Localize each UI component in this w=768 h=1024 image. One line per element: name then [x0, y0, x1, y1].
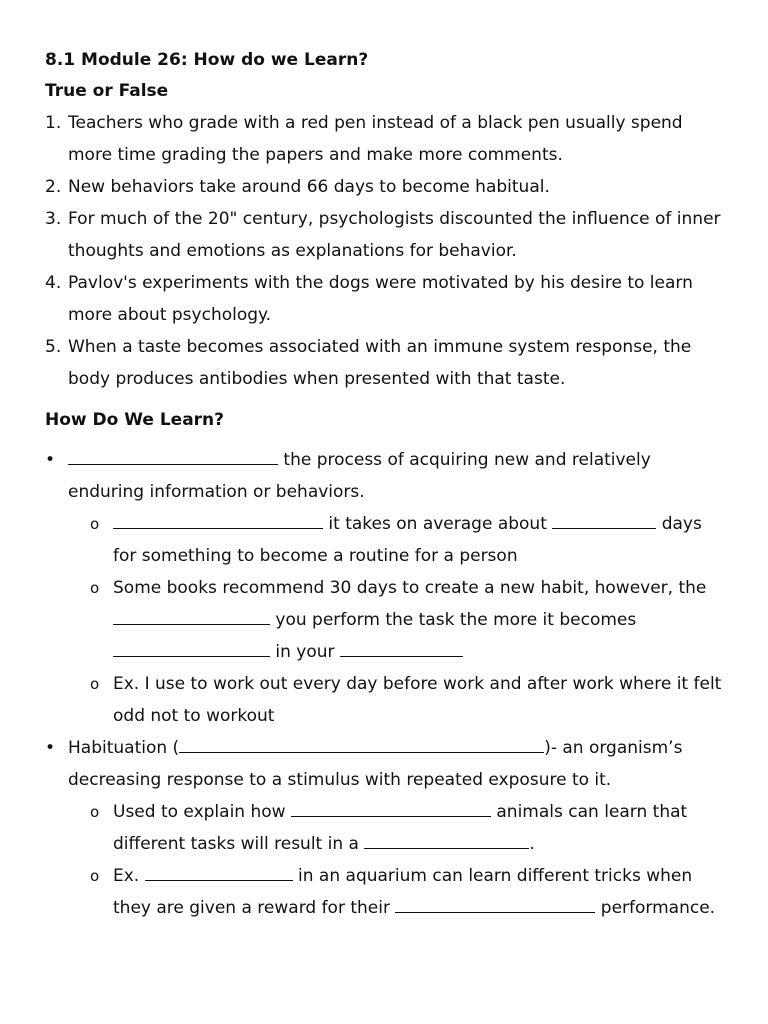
tf-number: 3.: [45, 209, 62, 229]
how-do-we-learn-heading: How Do We Learn?: [45, 410, 225, 430]
blank-more[interactable]: [113, 608, 270, 625]
sub-bullet-habit-books: [45, 572, 725, 668]
sub-bullet-icon: o: [90, 675, 100, 693]
sub-bullet-icon: o: [90, 579, 100, 597]
true-false-list: [45, 107, 725, 395]
tf-text: For much of the 20" century, psychologists discounted the influence of inner thoughts and emotions as explanations for behavior.: [68, 209, 721, 261]
blank-habituation[interactable]: [179, 736, 544, 753]
bullet-learning: [45, 444, 725, 508]
tf-number: 4.: [45, 273, 62, 293]
blank-performance[interactable]: [395, 896, 595, 913]
sub-bullet-example-workout: [45, 668, 725, 732]
tf-number: 2.: [45, 177, 62, 197]
tf-item: [45, 203, 725, 267]
blank-days[interactable]: [552, 512, 656, 529]
text: it takes on average about: [328, 514, 547, 534]
text: in an aquarium can learn different tricks when they are given a reward for their: [113, 866, 693, 918]
page-title: 8.1 Module 26: How do we Learn?: [45, 50, 369, 70]
text: in your: [275, 642, 335, 662]
text: )- an organism’s decreasing response to a stimulus with repeated exposure to it.: [68, 738, 683, 790]
tf-item: [45, 331, 725, 395]
text: Some books recommend 30 days to create a new habit, however, the: [113, 578, 707, 598]
blank-result[interactable]: [364, 832, 529, 849]
true-false-heading: True or False: [45, 81, 169, 101]
tf-text: Pavlov's experiments with the dogs were motivated by his desire to learn more about psychology.: [68, 273, 693, 325]
blank-animals[interactable]: [291, 800, 491, 817]
tf-number: 5.: [45, 337, 62, 357]
text: animals can learn that different tasks will result in a: [113, 802, 688, 854]
text: Habituation (: [68, 738, 180, 758]
blank-brain[interactable]: [340, 640, 463, 657]
text: Ex.: [113, 866, 140, 886]
sub-bullet-habituation-explain: [45, 796, 725, 860]
blank-habit-term[interactable]: [113, 512, 323, 529]
text: you perform the task the more it becomes: [275, 610, 637, 630]
tf-item: [45, 171, 725, 203]
worksheet-page: [45, 45, 725, 924]
bullet-icon: •: [45, 738, 56, 758]
tf-text: When a taste becomes associated with an immune system response, the body produces antibodies when presented with that taste.: [68, 337, 692, 389]
blank-aquarium-animal[interactable]: [145, 864, 293, 881]
text: days for something to become a routine for a person: [113, 514, 702, 566]
tf-item: [45, 267, 725, 331]
text: Ex. I use to work out every day before work and after work where it felt odd not to workout: [113, 674, 722, 726]
sub-bullet-habit-days: [45, 508, 725, 572]
text: .: [529, 834, 535, 854]
tf-text: New behaviors take around 66 days to become habitual.: [68, 177, 550, 197]
blank-learning-term[interactable]: [68, 448, 278, 465]
sub-bullet-icon: o: [90, 867, 100, 885]
sub-bullet-icon: o: [90, 803, 100, 821]
text: Used to explain how: [113, 802, 286, 822]
learning-definition: the process of acquiring new and relatively enduring information or behaviors.: [68, 450, 651, 502]
tf-number: 1.: [45, 113, 62, 133]
bullet-habituation: [45, 732, 725, 796]
text: performance.: [600, 898, 716, 918]
tf-text: Teachers who grade with a red pen instead of a black pen usually spend more time grading the papers and make more comments.: [68, 113, 683, 165]
sub-bullet-habituation-example: [45, 860, 725, 924]
bullet-icon: •: [45, 450, 56, 470]
blank-automatic[interactable]: [113, 640, 270, 657]
tf-item: [45, 107, 725, 171]
sub-bullet-icon: o: [90, 515, 100, 533]
